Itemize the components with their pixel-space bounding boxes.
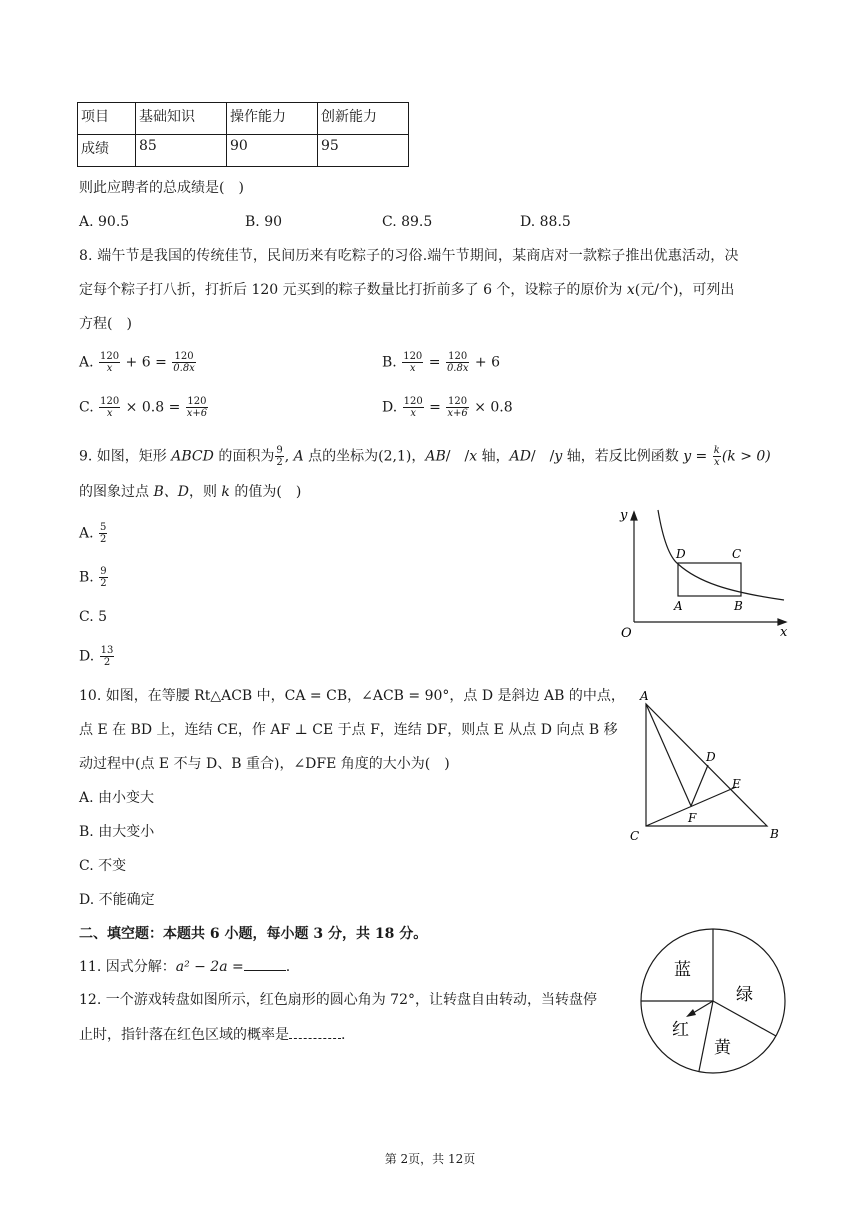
text: 轴，若反比例函数 <box>562 448 684 465</box>
numerator: 13 <box>100 645 114 656</box>
label-y: y <box>620 508 628 523</box>
numerator: k <box>713 445 720 456</box>
q10-line-1: 10. 如图，在等腰 Rt△ACB 中，CA = CB，∠ACB = 90°，点 D 是斜边 AB 的中点， <box>79 688 625 704</box>
q12-line-1: 12. 一个游戏转盘如图所示，红色扇形的圆心角为 72°，让转盘自由转动，当转盘停 <box>79 992 597 1008</box>
var: (k > 0) <box>721 448 771 465</box>
q9-option-c: C. 5 <box>79 609 108 625</box>
table-header-row <box>78 103 409 135</box>
numerator: 120 <box>172 351 196 363</box>
table-cell: 创新能力 <box>318 103 409 135</box>
text: / / <box>530 448 555 465</box>
var: ABCD <box>171 448 214 465</box>
var: AD <box>509 448 531 465</box>
operator: × 0.8 <box>469 399 513 416</box>
q9-option-b <box>79 566 109 589</box>
denominator: 2 <box>100 534 107 545</box>
operator: = <box>424 354 445 371</box>
sector-blue-label: 蓝 <box>674 960 691 980</box>
score-table <box>77 102 409 167</box>
operator: + 6 <box>470 354 501 371</box>
var: k <box>221 484 230 500</box>
denominator: x+6 <box>447 408 468 419</box>
text: 止时，指针落在红色区域的概率是 <box>79 1027 289 1043</box>
table-cell: 95 <box>318 135 409 167</box>
text: 定每个粽子打八折，打折后 120 元买到的粽子数量比打折前多了 6 个，设粽子的原价为 <box>79 282 627 298</box>
rectangle-abcd <box>678 563 741 596</box>
q12-line-2 <box>79 1024 345 1045</box>
q8-option-a <box>79 351 197 374</box>
sector-green-label: 绿 <box>736 985 753 1005</box>
q10-line-3: 动过程中(点 E 不与 D、B 重合)，∠DFE 角度的大小为( ) <box>79 756 450 772</box>
q10-line-2: 点 E 在 BD 上，连结 CE，作 AF ⊥ CE 于点 F，连结 DF，则点 E 从点 D 向点 B 移 <box>79 722 618 738</box>
text: 11. 因式分解： <box>79 959 176 975</box>
denominator: 0.8x <box>173 363 195 374</box>
numerator: 120 <box>403 396 423 407</box>
numerator: 120 <box>187 396 207 407</box>
numerator: 120 <box>446 351 470 363</box>
q8-line-2 <box>79 280 734 300</box>
text: 的值为( ) <box>229 484 302 500</box>
var-x: x <box>626 282 635 298</box>
q8-line-3: 方程( ) <box>79 316 132 332</box>
option-label: D. <box>79 648 99 665</box>
expression: a² − 2a = <box>175 959 244 975</box>
answer-blank[interactable] <box>244 956 286 971</box>
operator: + 6 = <box>121 354 172 371</box>
text: . <box>285 959 291 975</box>
text: / / <box>445 448 470 465</box>
q7-question-tail: 则此应聘者的总成绩是( ) <box>79 180 244 196</box>
label-x: x <box>780 625 788 640</box>
denominator: 2 <box>103 657 111 668</box>
denominator: x <box>713 457 720 468</box>
denominator: 2 <box>276 457 283 468</box>
q7-option-c: C. 89.5 <box>382 214 433 230</box>
q9-option-d <box>79 645 115 668</box>
q8-option-b <box>382 351 500 374</box>
table-cell: 项目 <box>78 103 136 135</box>
fraction <box>99 351 120 374</box>
answer-blank[interactable] <box>289 1024 341 1039</box>
text: ，则 <box>188 484 222 500</box>
fraction <box>446 396 468 419</box>
pointer-arrow-icon <box>686 1009 696 1017</box>
divider <box>713 1001 776 1036</box>
label-b: B <box>770 827 779 841</box>
denominator: 2 <box>100 578 107 589</box>
q10-option-d: D. 不能确定 <box>79 892 155 908</box>
denominator: 0.8x <box>446 363 469 374</box>
q9-coordinate-figure <box>608 504 798 644</box>
page-footer: 第 2页，共 12页 <box>384 1152 476 1166</box>
q9-option-a <box>79 522 108 545</box>
q10-option-b: B. 由大变小 <box>79 824 155 840</box>
q11-line <box>79 956 290 977</box>
numerator: 5 <box>100 522 107 533</box>
label-o: O <box>621 626 632 641</box>
table-cell: 操作能力 <box>227 103 318 135</box>
q8-line-1: 8. 端午节是我国的传统佳节，民间历来有吃粽子的习俗.端午节期间，某商店对一款粽子推出优惠活动，决 <box>79 248 739 264</box>
fraction <box>99 522 107 545</box>
numerator: 120 <box>403 351 423 362</box>
table-cell: 90 <box>227 135 318 167</box>
option-label: A. <box>79 525 99 542</box>
q10-option-c: C. 不变 <box>79 858 127 874</box>
label-c: C <box>630 829 640 843</box>
numerator: 120 <box>100 351 120 362</box>
operator: = <box>424 399 446 416</box>
text: . <box>341 1027 346 1043</box>
denominator: x <box>409 363 416 374</box>
var: x <box>469 448 478 465</box>
text: 的图象过点 <box>79 484 154 500</box>
table-row <box>78 135 409 167</box>
denominator: x <box>106 363 113 374</box>
option-label: A. <box>79 354 99 371</box>
denominator: x <box>410 408 416 419</box>
var: y <box>683 448 692 465</box>
table-cell: 基础知识 <box>136 103 227 135</box>
fraction <box>402 351 423 374</box>
fraction <box>100 645 115 668</box>
text: 9. 如图，矩形 <box>79 448 172 465</box>
q7-option-d: D. 88.5 <box>520 214 571 230</box>
q9-line-1 <box>79 445 771 468</box>
var: A <box>293 448 304 465</box>
operator: × 0.8 = <box>121 399 185 416</box>
q7-option-a: A. 90.5 <box>79 214 130 230</box>
segment-af <box>646 704 691 806</box>
fraction <box>713 445 721 468</box>
numerator: 120 <box>100 396 120 407</box>
label-e: E <box>732 777 741 791</box>
fraction <box>99 566 107 589</box>
option-label: B. <box>79 569 99 586</box>
text: = <box>691 448 712 465</box>
q9-line-2 <box>79 482 301 502</box>
label-d: D <box>706 750 716 764</box>
text: , <box>284 448 294 465</box>
label-b: B <box>734 599 743 613</box>
text: (元/个)，可列出 <box>634 282 735 298</box>
q10-triangle-figure <box>624 684 784 844</box>
option-label: D. <box>382 399 402 416</box>
fraction <box>275 445 283 468</box>
q8-option-d <box>382 396 513 419</box>
divider <box>699 1001 713 1071</box>
fraction <box>172 351 196 374</box>
label-c: C <box>732 547 742 561</box>
q10-option-a: A. 由小变大 <box>79 790 155 806</box>
denominator: x+6 <box>186 408 208 419</box>
var: y <box>554 448 563 465</box>
spinner-figure <box>636 925 786 1075</box>
option-label: C. <box>79 399 99 416</box>
triangle-acb <box>646 704 767 826</box>
sector-yellow-label: 黄 <box>714 1038 731 1058</box>
numerator: 120 <box>448 396 468 407</box>
table-cell: 85 <box>136 135 227 167</box>
var: AB <box>425 448 446 465</box>
table-cell: 成绩 <box>78 135 136 167</box>
text: 的面积为 <box>213 448 275 465</box>
fraction <box>403 396 424 419</box>
numerator: 9 <box>276 445 283 456</box>
label-f: F <box>688 811 697 825</box>
numerator: 9 <box>100 566 107 577</box>
fraction <box>99 396 120 419</box>
fraction <box>446 351 470 374</box>
text: 轴， <box>477 448 510 465</box>
label-d: D <box>676 547 686 561</box>
label-a: A <box>640 689 649 703</box>
denominator: x <box>106 408 113 419</box>
sector-red-label: 红 <box>672 1020 689 1040</box>
y-axis-arrow-icon <box>631 512 637 520</box>
text: 点的坐标为(2,1)， <box>303 448 426 465</box>
label-a: A <box>674 599 683 613</box>
var: B、D <box>153 484 189 500</box>
section-heading: 二、填空题：本题共 6 小题，每小题 3 分，共 18 分。 <box>79 926 428 942</box>
q8-option-c <box>79 396 209 419</box>
fraction <box>186 396 208 419</box>
q7-option-b: B. 90 <box>245 214 283 230</box>
option-label: B. <box>382 354 402 371</box>
